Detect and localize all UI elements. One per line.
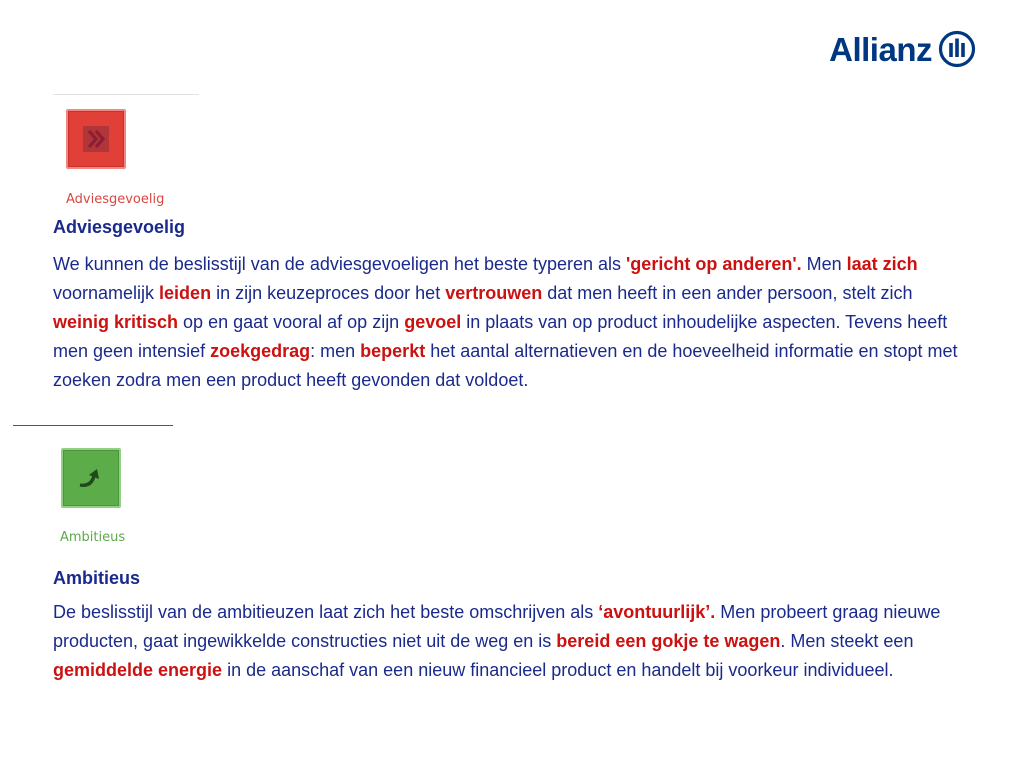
body-text: voornamelijk: [53, 283, 160, 303]
highlight-text: leiden: [159, 283, 212, 303]
body-text: We kunnen de beslisstijl van de adviesgevoeligen het beste typeren als: [53, 254, 627, 274]
body-text: De beslisstijl van de ambitieuzen laat zich het beste omschrijven als: [53, 602, 599, 622]
body-text: Men: [801, 254, 847, 274]
body-text: in plaats van op product inhoudelijke aspecten. Tevens heeft men geen intensief: [53, 312, 948, 361]
section-heading-ambitieus: Ambitieus: [53, 568, 141, 588]
body-text: in de aanschaf van een nieuw financieel product en handelt bij voorkeur individueel.: [222, 660, 894, 680]
body-text: op en gaat vooral af op zijn: [178, 312, 405, 332]
body-text: : men: [310, 341, 361, 361]
top-divider: [53, 94, 199, 95]
adviesgevoelig-tile: [66, 109, 126, 169]
allianz-logo: [829, 30, 976, 68]
highlight-text: laat zich: [846, 254, 918, 274]
ambitieus-caption: Ambitieus: [60, 530, 126, 545]
logo-wordmark: Allianz: [829, 30, 932, 68]
highlight-text: gemiddelde energie: [53, 660, 223, 680]
allianz-eagle-icon: [938, 30, 976, 68]
section-divider: [13, 425, 173, 426]
ambitieus-tile: [61, 448, 121, 508]
body-text: het aantal alternatieven en de hoeveelheid informatie en stopt met zoeken zodra men een product heeft gevonden dat voldoet.: [53, 341, 958, 390]
adviesgevoelig-caption: Adviesgevoelig: [66, 192, 165, 207]
highlight-text: weinig kritisch: [53, 312, 179, 332]
highlight-text: gevoel: [404, 312, 462, 332]
section-body-ambitieus: [53, 598, 968, 685]
section-heading-adviesgevoelig: Adviesgevoelig: [53, 217, 186, 237]
body-text: . Men steekt een: [780, 631, 914, 651]
highlight-text: vertrouwen: [445, 283, 543, 303]
body-text: dat men heeft in een ander persoon, stelt zich: [542, 283, 913, 303]
body-text: in zijn keuzeproces door het: [211, 283, 446, 303]
highlight-text: ‘avontuurlijk’.: [598, 602, 716, 622]
section-body-adviesgevoelig: [53, 250, 968, 395]
highlight-text: beperkt: [360, 341, 426, 361]
highlight-text: zoekgedrag: [210, 341, 311, 361]
highlight-text: 'gericht op anderen'.: [626, 254, 802, 274]
body-text: Men probeert graag nieuwe producten, gaat ingewikkelde constructies niet uit de weg en is: [53, 602, 941, 651]
highlight-text: bereid een gokje te wagen: [556, 631, 781, 651]
